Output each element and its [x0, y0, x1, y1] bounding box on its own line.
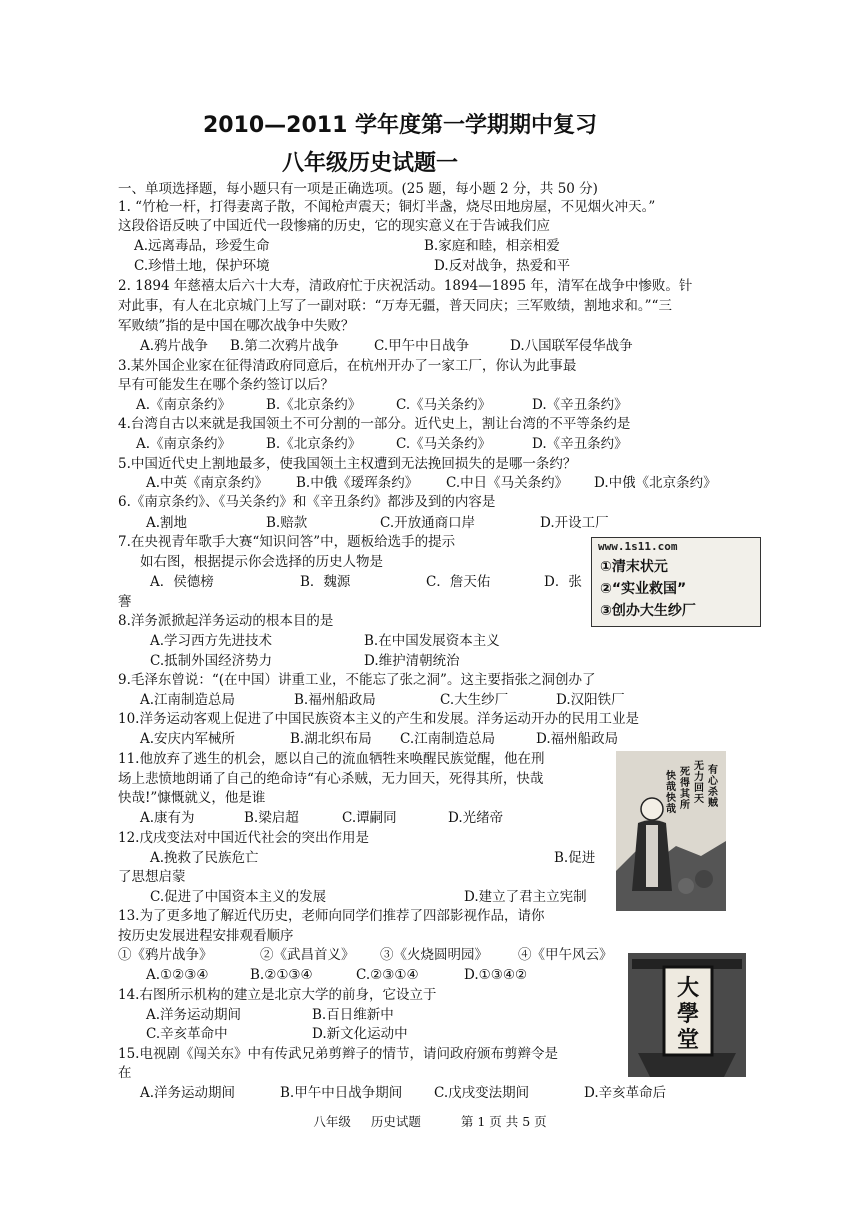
- q11-option-d: D.光绪帝: [448, 810, 504, 826]
- q7-option-c: C．詹天佑: [426, 574, 491, 590]
- q4-option-b: B.《北京条约》: [266, 436, 362, 452]
- q1-option-d: D.反对战争，热爱和平: [434, 258, 571, 274]
- poem-line-1: 有心杀贼: [708, 765, 718, 809]
- q3-stem-line1: 3.某外国企业家在征得清政府同意后，在杭州开办了一家工厂，你认为此事最: [118, 358, 577, 374]
- q7-stem-line1: 7.在央视青年歌手大赛“知识问答”中，题板给选手的提示: [118, 534, 456, 550]
- poem-line-2: 无力回天: [694, 761, 704, 805]
- q7-option-d: D．张: [544, 574, 582, 590]
- hint-3: ③创办大生纱厂: [600, 603, 696, 619]
- q11-stem-line2: 场上悲愤地朗诵了自己的绝命诗“有心杀贼，无力回天，死得其所，快哉: [118, 771, 544, 787]
- q10-stem: 10.洋务运动客观上促进了中国民族资本主义的产生和发展。洋务运动开办的民用工业是: [118, 711, 639, 727]
- q7-option-b: B．魏源: [300, 574, 351, 590]
- tan-sitong-illustration: [616, 751, 726, 911]
- q3-option-a: A.《南京条约》: [136, 397, 232, 413]
- q5-option-b: B.中俄《瑷珲条约》: [296, 475, 419, 491]
- q12-option-d: D.建立了君主立宪制: [464, 889, 587, 905]
- hint-2: ②“实业救国”: [600, 581, 687, 597]
- q8-option-d: D.维护清朝统治: [364, 653, 460, 669]
- q9-option-c: C.大生纱厂: [440, 692, 509, 708]
- q13-film-2: ②《武昌首义》: [260, 947, 355, 963]
- q13-film-4: ④《甲午风云》: [518, 947, 613, 963]
- watermark-text: www.1s11.com: [598, 540, 678, 553]
- q11-option-b: B.梁启超: [244, 810, 299, 826]
- q6-option-b: B.赔款: [266, 515, 308, 531]
- q2-option-d: D.八国联军侵华战争: [510, 338, 633, 354]
- q3-option-d: D.《辛丑条约》: [532, 397, 628, 413]
- q9-option-d: D.汉阳铁厂: [556, 692, 625, 708]
- q8-stem: 8.洋务派掀起洋务运动的根本目的是: [118, 613, 334, 629]
- plaque-text: 大學堂: [676, 975, 699, 1053]
- q2-option-a: A.鸦片战争: [140, 338, 209, 354]
- q13-option-c: C.②③①④: [356, 967, 419, 983]
- q15-option-d: D.辛亥革命后: [584, 1085, 667, 1101]
- q12-option-b: B.促进: [554, 850, 596, 866]
- q6-stem: 6.《南京条约》、《马关条约》和《辛丑条约》都涉及到的内容是: [118, 494, 496, 510]
- q12-option-b-cont: 了思想启蒙: [118, 869, 186, 885]
- q14-stem: 14.右图所示机构的建立是北京大学的前身，它设立于: [118, 987, 437, 1003]
- q13-option-b: B.②①③④: [250, 967, 313, 983]
- q10-option-c: C.江南制造总局: [400, 731, 496, 747]
- q7-stem-line2: 如右图，根据提示你会选择的历史人物是: [140, 554, 383, 570]
- q8-option-c: C.抵制外国经济势力: [150, 653, 273, 669]
- q11-option-a: A.康有为: [140, 810, 195, 826]
- q9-option-b: B.福州船政局: [294, 692, 376, 708]
- q4-option-a: A.《南京条约》: [136, 436, 232, 452]
- q9-option-a: A.江南制造总局: [140, 692, 236, 708]
- q15-stem-line1: 15.电视剧《闯关东》中有传武兄弟剪辫子的情节，请问政府颁布剪辫令是: [118, 1046, 558, 1062]
- q1-stem-line1: 1. “竹枪一杆，打得妻离子散，不闻枪声震天；铜灯半盏，烧尽田地房屋，不见烟火冲天。”: [118, 199, 656, 215]
- q13-option-a: A.①②③④: [146, 967, 209, 983]
- q5-option-a: A.中英《南京条约》: [146, 475, 269, 491]
- exam-title: 2010—2011 学年度第一学期期中复习: [202, 113, 598, 138]
- q2-stem-line3: 军败绩”指的是中国在哪次战争中失败？: [118, 318, 355, 334]
- q3-option-b: B.《北京条约》: [266, 397, 362, 413]
- q12-option-c: C.促进了中国资本主义的发展: [150, 889, 327, 905]
- q1-stem-line2: 这段俗语反映了中国近代一段惨痛的历史，它的现实意义在于告诫我们应: [118, 218, 550, 234]
- q8-option-a: A.学习西方先进技术: [150, 633, 273, 649]
- q3-stem-line2: 早有可能发生在哪个条约签订以后？: [118, 377, 334, 393]
- hint-1: ①清末状元: [600, 559, 668, 575]
- q6-option-c: C.开放通商口岸: [380, 515, 476, 531]
- q2-option-c: C.甲午中日战争: [374, 338, 470, 354]
- imperial-university-plaque-image: [628, 953, 746, 1077]
- q15-stem-line2: 在: [118, 1065, 132, 1081]
- q15-option-c: C.戊戌变法期间: [434, 1085, 530, 1101]
- q1-option-c: C.珍惜土地，保护环境: [134, 258, 270, 274]
- q13-film-1: ①《鸦片战争》: [118, 947, 213, 963]
- q13-stem-line2: 按历史发展进程安排观看顺序: [118, 928, 294, 944]
- q4-option-c: C.《马关条约》: [396, 436, 492, 452]
- q9-stem: 9.毛泽东曾说：“(在中国）讲重工业，不能忘了张之洞”。这主要指张之洞创办了: [118, 672, 596, 688]
- q1-option-a: A.远离毒品，珍爱生命: [134, 238, 270, 254]
- q7-option-d-cont: 謇: [118, 594, 132, 610]
- q4-stem: 4.台湾自古以来就是我国领土不可分割的一部分。近代史上，割让台湾的不平等条约是: [118, 416, 631, 432]
- q11-option-c: C.谭嗣同: [342, 810, 397, 826]
- hint-board-image: [591, 537, 761, 627]
- q12-stem: 12.戊戌变法对中国近代社会的突出作用是: [118, 830, 369, 846]
- q6-option-a: A.割地: [146, 515, 188, 531]
- q3-option-c: C.《马关条约》: [396, 397, 492, 413]
- q10-option-d: D.福州船政局: [536, 731, 619, 747]
- q14-option-b: B.百日维新中: [312, 1007, 394, 1023]
- page-footer: [0, 1112, 860, 1130]
- q12-option-a: A.挽救了民族危亡: [150, 850, 259, 866]
- q2-stem-line1: 2. 1894 年慈禧太后六十大寿，清政府忙于庆祝活动。1894—1895 年，清军在战争中惨败。针: [118, 278, 693, 294]
- footer-page-number: 第 1 页 共 5 页: [460, 1114, 547, 1129]
- poem-line-4: 快哉快哉: [666, 771, 676, 815]
- q2-stem-line2: 对此事，有人在北京城门上写了一副对联：“万寿无疆，普天同庆；三军败绩，割地求和。”“三: [118, 298, 672, 314]
- q5-option-c: C.中日《马关条约》: [446, 475, 569, 491]
- q15-option-a: A.洋务运动期间: [140, 1085, 236, 1101]
- q15-option-b: B.甲午中日战争期间: [280, 1085, 403, 1101]
- q13-film-3: ③《火烧圆明园》: [380, 947, 488, 963]
- footer-subject: 历史试题: [370, 1114, 421, 1129]
- q7-option-a: A．侯德榜: [150, 574, 214, 590]
- q6-option-d: D.开设工厂: [540, 515, 609, 531]
- q5-option-d: D.中俄《北京条约》: [594, 475, 717, 491]
- q14-option-d: D.新文化运动中: [312, 1026, 408, 1042]
- q10-option-a: A.安庆内军械所: [140, 731, 236, 747]
- section-heading: 一、单项选择题，每小题只有一项是正确选项。(25 题，每小题 2 分，共 50 分): [118, 181, 598, 197]
- q5-stem: 5.中国近代史上割地最多，使我国领土主权遭到无法挽回损失的是哪一条约？: [118, 456, 577, 472]
- q11-stem-line3: 快哉!”慷慨就义，他是谁: [118, 790, 266, 806]
- exam-subtitle: 八年级历史试题一: [281, 151, 458, 176]
- q11-stem-line1: 11.他放弃了逃生的机会，愿以自己的流血牺牲来唤醒民族觉醒，他在刑: [118, 751, 545, 767]
- q14-option-a: A.洋务运动期间: [146, 1007, 242, 1023]
- q1-option-b: B.家庭和睦，相亲相爱: [424, 238, 560, 254]
- poem-line-3: 死得其所: [680, 767, 690, 811]
- q10-option-b: B.湖北织布局: [290, 731, 372, 747]
- footer-grade: 八年级: [313, 1114, 351, 1129]
- q13-stem-line1: 13.为了更多地了解近代历史，老师向同学们推荐了四部影视作品，请你: [118, 908, 545, 924]
- q8-option-b: B.在中国发展资本主义: [364, 633, 500, 649]
- q13-option-d: D.①③④②: [464, 967, 528, 983]
- q14-option-c: C.辛亥革命中: [146, 1026, 228, 1042]
- q4-option-d: D.《辛丑条约》: [532, 436, 628, 452]
- q2-option-b: B.第二次鸦片战争: [230, 338, 339, 354]
